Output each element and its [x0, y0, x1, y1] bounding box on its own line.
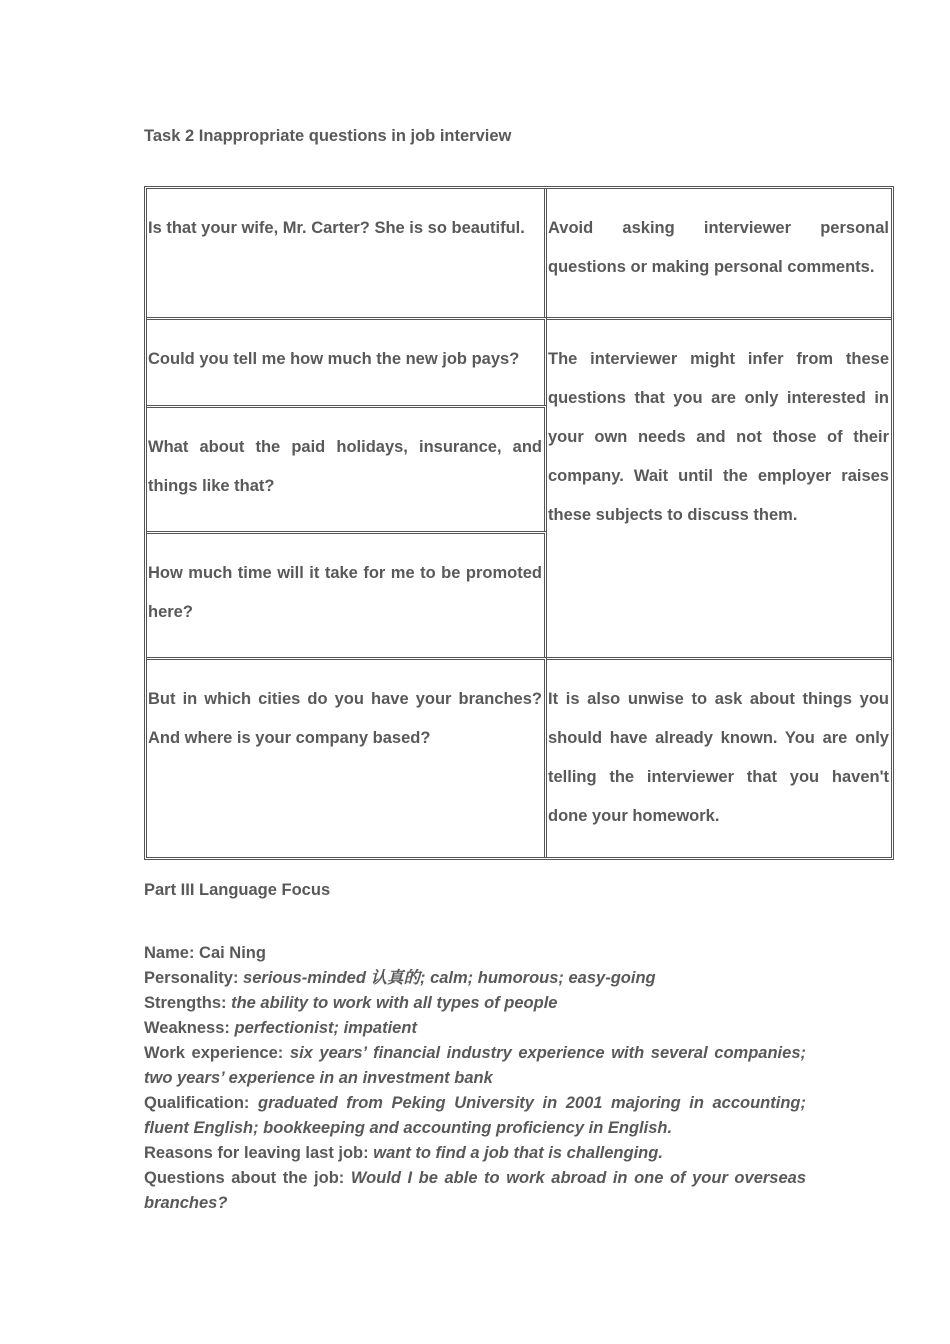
- field-value: the ability to work with all types of people: [231, 994, 558, 1012]
- question-cell: How much time will it take for me to be promoted here?: [147, 531, 547, 657]
- field-label: Questions about the job:: [144, 1169, 351, 1187]
- field-value: serious-minded 认真的; calm; humorous; easy-going: [243, 969, 656, 987]
- advice-cell: It is also unwise to ask about things you should have already known. You are only telling the interviewer that you haven't done your homework.: [547, 657, 891, 857]
- field-value: Cai Ning: [199, 944, 266, 962]
- table-row: [147, 189, 891, 317]
- field-value: six years’ financial industry experience with several companies; two years’ experience in an investment bank: [144, 1044, 806, 1087]
- field-value: Would I be able to work abroad in one of your overseas branches?: [144, 1169, 806, 1212]
- profile-questions: [144, 1166, 806, 1216]
- profile-qualification: [144, 1091, 806, 1141]
- advice-cell: Avoid asking interviewer personal questions or making personal comments.: [548, 219, 889, 276]
- part-heading: Part III Language Focus: [144, 881, 331, 899]
- interview-questions-table: [144, 186, 894, 860]
- question-cell: Is that your wife, Mr. Carter? She is so beautiful.: [147, 189, 547, 317]
- field-value: perfectionist; impatient: [234, 1019, 417, 1037]
- question-cell: Could you tell me how much the new job pays?: [147, 317, 547, 405]
- question-cell: What about the paid holidays, insurance, and things like that?: [147, 405, 547, 531]
- advice-cell: The interviewer might infer from these questions that you are only interested in your own needs and not those of their company. Wait until the employer raises these subjects to discuss them.: [547, 317, 891, 657]
- field-label: Work experience:: [144, 1044, 290, 1062]
- field-label: Personality:: [144, 969, 244, 987]
- field-label: Strengths:: [144, 994, 232, 1012]
- field-label: Weakness:: [144, 1019, 235, 1037]
- profile-reasons: [144, 1141, 806, 1166]
- profile-weakness: [144, 1016, 806, 1041]
- profile-strengths: [144, 991, 806, 1016]
- candidate-profile: [144, 941, 806, 1216]
- profile-name: [144, 941, 806, 966]
- field-value: graduated from Peking University in 2001 majoring in accounting; fluent English; bookkeeping and accounting proficiency in English.: [144, 1094, 806, 1137]
- task-heading: Task 2 Inappropriate questions in job interview: [144, 127, 512, 145]
- field-value: want to find a job that is challenging.: [373, 1144, 663, 1162]
- profile-work-experience: [144, 1041, 806, 1091]
- field-label: Reasons for leaving last job:: [144, 1144, 374, 1162]
- table-row: [147, 657, 891, 857]
- profile-personality: [144, 966, 806, 991]
- field-label: Name:: [144, 944, 200, 962]
- table-row: [147, 317, 891, 405]
- field-label: Qualification:: [144, 1094, 258, 1112]
- question-cell: But in which cities do you have your branches? And where is your company based?: [147, 657, 547, 857]
